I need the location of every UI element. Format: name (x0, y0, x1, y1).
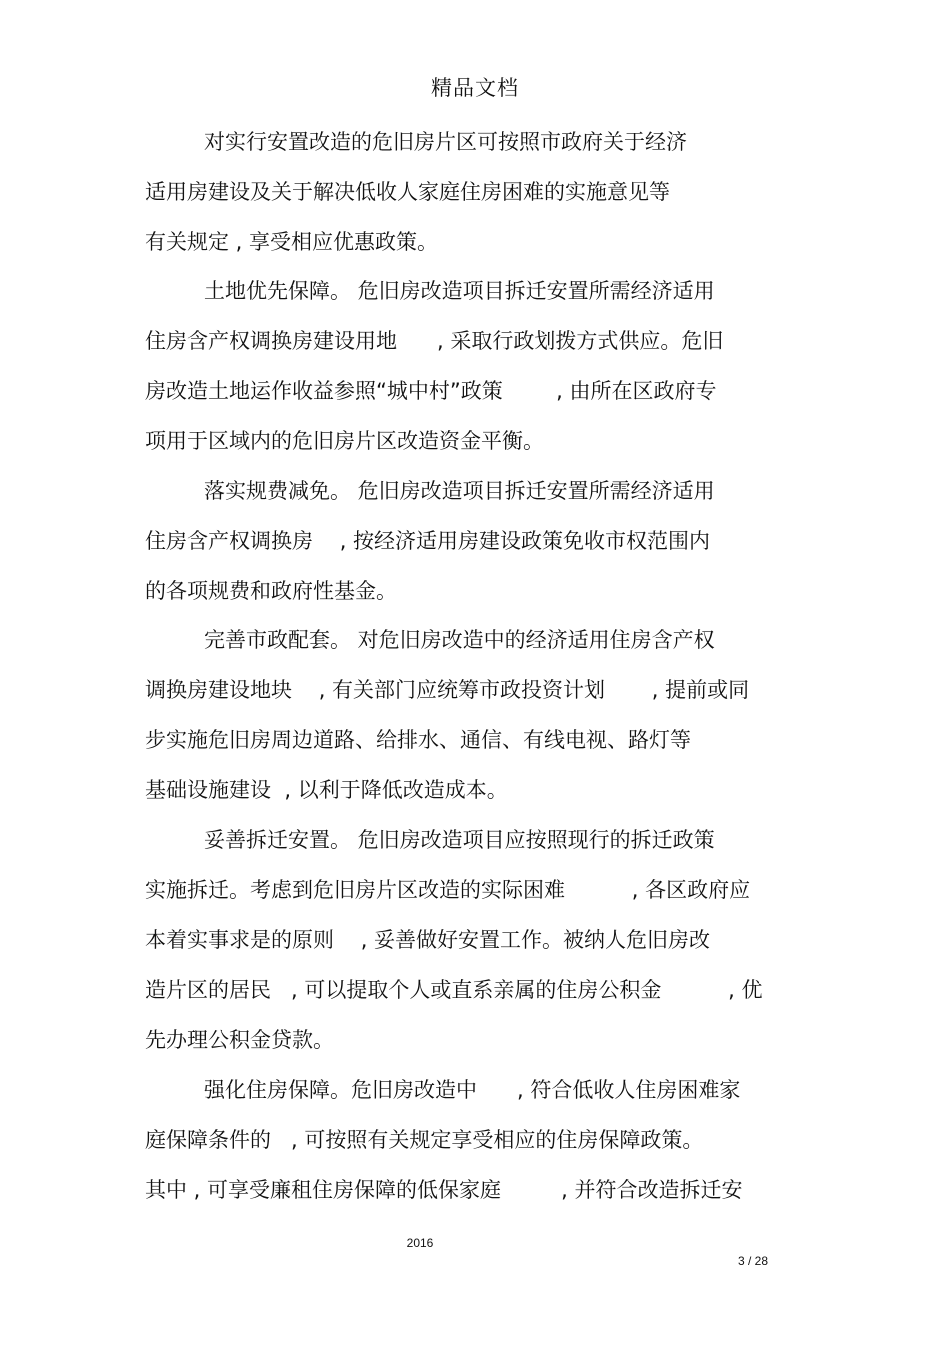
text-line: 的各项规费和政府性基金。 (145, 579, 397, 603)
text-line: 住房含产权调换房建设用地 , 采取行政划拨方式供应。危旧 (145, 329, 724, 353)
text-line: 先办理公积金贷款。 (145, 1028, 334, 1052)
text-line: 实施拆迁。考虑到危旧房片区改造的实际困难 , 各区政府应 (145, 878, 751, 902)
text-line: 适用房建设及关于解决低收人家庭住房困难的实施意见等 (145, 180, 670, 204)
text-line: 有关规定 , 享受相应优惠政策。 (145, 230, 439, 254)
text-line: 其中 , 可享受廉租住房保障的低保家庭 , 并符合改造拆迁安 (145, 1178, 743, 1202)
text-line: 基础设施建设 , 以利于降低改造成本。 (145, 778, 508, 802)
text-line: 房改造土地运作收益参照“城中村”政策 , 由所在区政府专 (145, 379, 717, 403)
text-line: 强化住房保障。危旧房改造中 , 符合低收人住房困难家 (204, 1078, 741, 1102)
text-line: 对实行安置改造的危旧房片区可按照市政府关于经济 (204, 130, 687, 154)
footer-year: 2016 (406, 1236, 434, 1250)
page-number: 3 / 28 (738, 1254, 769, 1268)
page-header: 精品文档 (431, 76, 519, 100)
text-line: 庭保障条件的 , 可按照有关规定享受相应的住房保障政策。 (145, 1128, 704, 1152)
text-line: 本着实事求是的原则 , 妥善做好安置工作。被纳人危旧房改 (145, 928, 711, 952)
text-line: 项用于区域内的危旧房片区改造资金平衡。 (145, 429, 544, 453)
text-line: 造片区的居民 , 可以提取个人或直系亲属的住房公积金 , 优 (145, 978, 763, 1002)
text-line: 土地优先保障。 危旧房改造项目拆迁安置所需经济适用 (204, 279, 715, 303)
text-line: 完善市政配套。 对危旧房改造中的经济适用住房含产权 (204, 628, 715, 652)
text-line: 落实规费减免。 危旧房改造项目拆迁安置所需经济适用 (204, 479, 715, 503)
text-line: 妥善拆迁安置。 危旧房改造项目应按照现行的拆迁政策 (204, 828, 715, 852)
text-line: 住房含产权调换房 , 按经济适用房建设政策免收市权范围内 (145, 529, 711, 553)
text-line: 调换房建设地块 , 有关部门应统筹市政投资计划 , 提前或同 (145, 678, 750, 702)
text-line: 步实施危旧房周边道路、给排水、通信、有线电视、路灯等 (145, 728, 691, 752)
